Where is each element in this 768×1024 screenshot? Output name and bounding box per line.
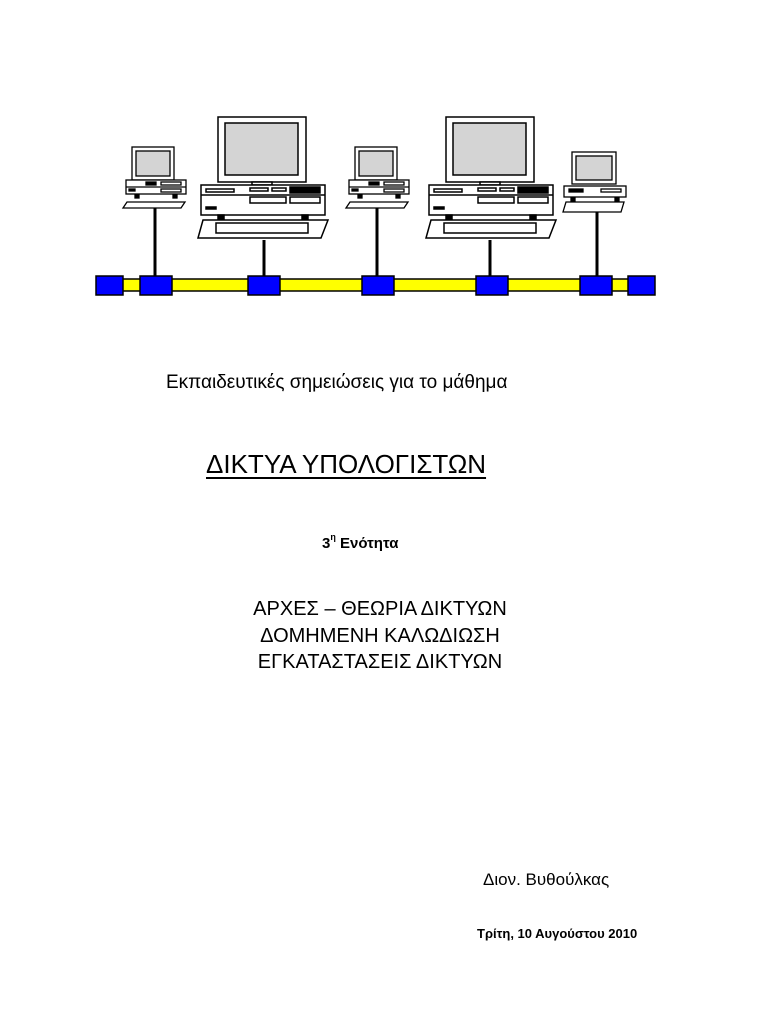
document-date: Τρίτη, 10 Αυγούστου 2010 [477,926,638,941]
bus-network-diagram [0,0,768,340]
terminator-right [628,276,655,295]
large-computer-icon [198,117,328,238]
connector-1 [140,276,172,295]
large-computer-icon [426,117,556,238]
connector-2 [248,276,280,295]
terminator-left [96,276,123,295]
connector-4 [476,276,508,295]
small-computer-icon [123,147,186,208]
topic-line: ΑΡΧΕΣ – ΘΕΩΡΙΑ ΔΙΚΤΥΩΝ [253,598,507,620]
laptop-computer-icon [563,152,626,212]
course-subtitle: Εκπαιδευτικές σημειώσεις για το μάθημα [166,372,508,393]
topic-line: ΔΟΜΗΜΕΝΗ ΚΑΛΩΔΙΩΣΗ [260,625,500,647]
topic-line: ΕΓΚΑΤΑΣΤΑΣΕΙΣ ΔΙΚΤΥΩΝ [257,651,503,673]
unit-number: 3 [322,535,331,552]
small-computer-icon [346,147,409,208]
author-name: Διον. Βυθούλκας [483,870,610,889]
unit-label: Ενότητα [335,535,399,552]
connector-3 [362,276,394,295]
document-title: ΔΙΚΤΥΑ ΥΠΟΛΟΓΙΣΤΩΝ [206,449,487,479]
connector-5 [580,276,612,295]
unit-ordinal-suffix: η [330,532,336,542]
unit-heading [322,534,398,552]
